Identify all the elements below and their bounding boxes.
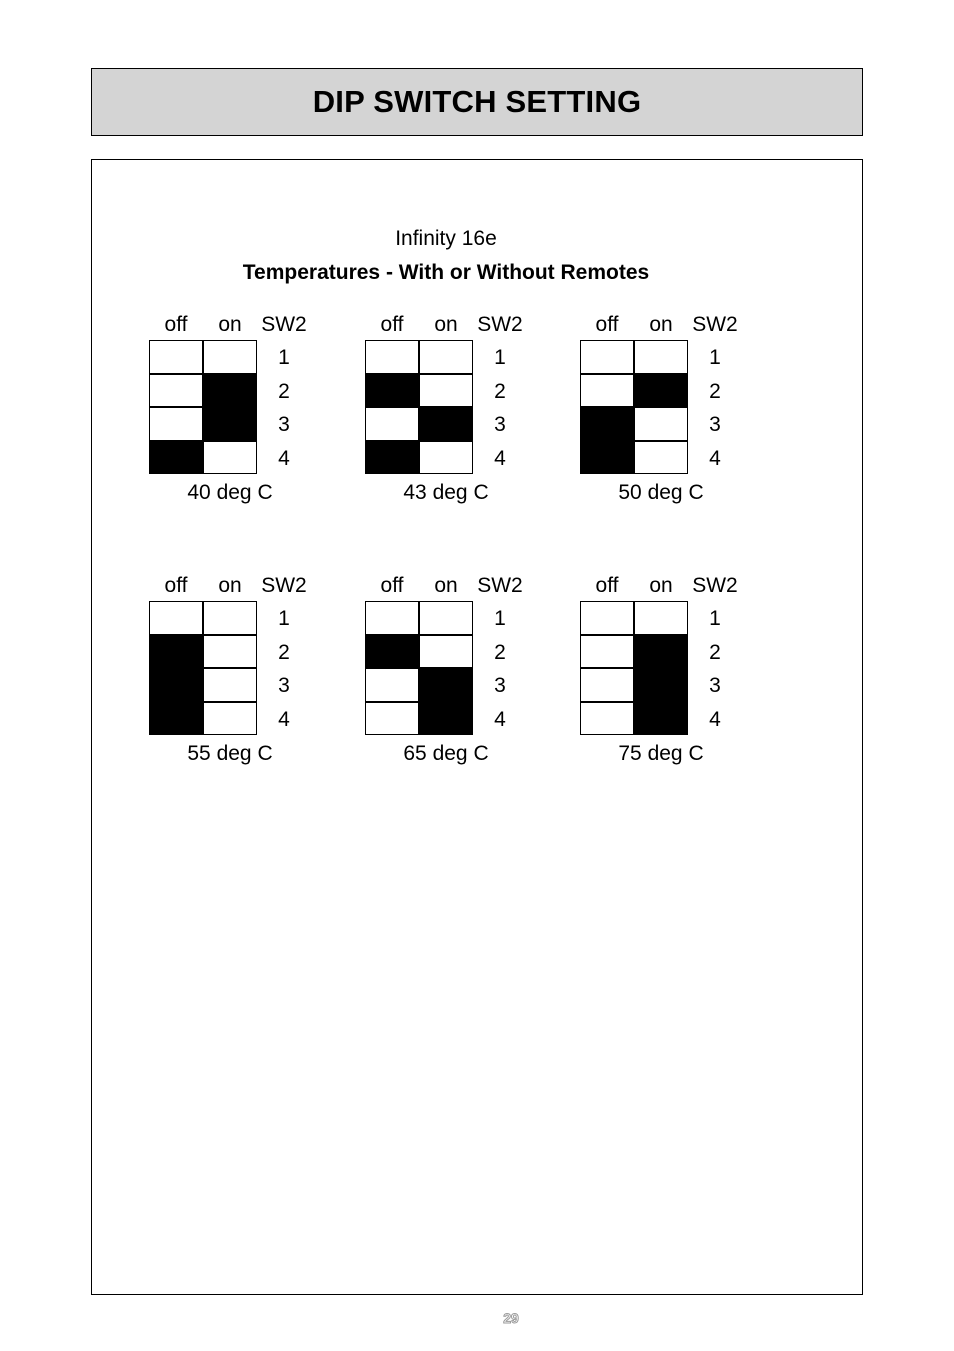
dip-switch-diagram: [365, 313, 555, 504]
column-label-on: on: [218, 313, 242, 336]
switch-grid: [365, 601, 506, 735]
off-cell-row-1: [580, 601, 634, 635]
header-box: [91, 68, 863, 136]
off-cell-row-4: [580, 702, 634, 736]
on-cell-row-3: [419, 407, 473, 441]
off-cell-row-2: [580, 635, 634, 669]
column-label-off: off: [595, 313, 619, 336]
column-label-on: on: [649, 313, 673, 336]
section-heading: Temperatures - With or Without Remotes: [242, 261, 650, 284]
on-cell-row-4: [203, 441, 257, 475]
off-cell-row-2: [365, 374, 419, 408]
on-cell-row-4: [634, 702, 688, 736]
off-cell-row-2: [149, 635, 203, 669]
on-cell-row-2: [203, 635, 257, 669]
dip-switch-diagram: [365, 574, 555, 765]
on-cell-row-2: [419, 635, 473, 669]
switch-number: 3: [494, 674, 506, 697]
off-cell-row-2: [580, 374, 634, 408]
column-label-switch: SW2: [692, 313, 738, 336]
on-cell-row-4: [203, 702, 257, 736]
switch-number: 1: [278, 607, 290, 630]
off-cell-row-1: [365, 601, 419, 635]
on-cell-row-1: [419, 601, 473, 635]
on-cell-row-2: [203, 374, 257, 408]
switch-number: 2: [709, 640, 721, 664]
on-cell-row-3: [203, 407, 257, 441]
off-cell-row-1: [365, 340, 419, 374]
off-cell-row-4: [149, 441, 203, 475]
page-title: DIP SWITCH SETTING: [312, 84, 642, 119]
column-label-on: on: [434, 574, 458, 597]
off-cell-row-3: [365, 668, 419, 702]
off-cell-row-3: [365, 407, 419, 441]
on-cell-row-1: [634, 340, 688, 374]
switch-number: 1: [494, 346, 506, 369]
on-cell-row-3: [634, 407, 688, 441]
switch-number: 4: [278, 446, 290, 470]
dip-switch-diagram: [580, 574, 770, 765]
switch-number: 3: [709, 413, 721, 436]
on-cell-row-2: [634, 635, 688, 669]
switch-number: 2: [494, 379, 506, 403]
on-cell-row-4: [634, 441, 688, 475]
switch-number: 4: [709, 707, 721, 731]
column-label-switch: SW2: [261, 574, 307, 597]
switch-number: 4: [709, 446, 721, 470]
switch-grid: [149, 601, 290, 735]
on-cell-row-1: [634, 601, 688, 635]
column-label-switch: SW2: [261, 313, 307, 336]
on-cell-row-1: [419, 340, 473, 374]
temperature-label: 50 deg C: [618, 481, 704, 504]
temperature-label: 55 deg C: [187, 742, 273, 765]
model-name: Infinity 16e: [395, 227, 497, 250]
off-cell-row-3: [149, 407, 203, 441]
on-cell-row-1: [203, 601, 257, 635]
off-cell-row-1: [149, 601, 203, 635]
column-label-on: on: [434, 313, 458, 336]
switch-number: 3: [278, 674, 290, 697]
switch-number: 4: [494, 446, 506, 470]
dip-switch-diagram: [149, 574, 339, 765]
temperature-label: 75 deg C: [618, 742, 704, 765]
switch-number: 3: [494, 413, 506, 436]
switch-number: 4: [494, 707, 506, 731]
switch-number: 1: [709, 346, 721, 369]
off-cell-row-4: [149, 702, 203, 736]
switch-grid: [149, 340, 290, 474]
column-label-off: off: [380, 574, 404, 597]
switch-grid: [580, 601, 721, 735]
column-label-on: on: [218, 574, 242, 597]
switch-grid: [580, 340, 721, 474]
switch-number: 2: [278, 640, 290, 664]
switch-number: 4: [278, 707, 290, 731]
page-number: 29: [503, 1310, 519, 1326]
switch-number: 3: [278, 413, 290, 436]
on-cell-row-2: [634, 374, 688, 408]
dip-switch-diagram: [149, 313, 339, 504]
switch-number: 1: [494, 607, 506, 630]
off-cell-row-3: [149, 668, 203, 702]
switch-grid: [365, 340, 506, 474]
switch-number: 1: [278, 346, 290, 369]
switch-number: 2: [278, 379, 290, 403]
on-cell-row-4: [419, 441, 473, 475]
column-label-switch: SW2: [477, 313, 523, 336]
column-label-switch: SW2: [477, 574, 523, 597]
column-label-switch: SW2: [692, 574, 738, 597]
on-cell-row-3: [203, 668, 257, 702]
on-cell-row-3: [634, 668, 688, 702]
off-cell-row-2: [365, 635, 419, 669]
temperature-label: 40 deg C: [187, 481, 273, 504]
on-cell-row-4: [419, 702, 473, 736]
switch-number: 2: [494, 640, 506, 664]
temperature-label: 65 deg C: [403, 742, 489, 765]
off-cell-row-3: [580, 407, 634, 441]
column-label-off: off: [164, 313, 188, 336]
off-cell-row-4: [365, 441, 419, 475]
switch-number: 3: [709, 674, 721, 697]
on-cell-row-3: [419, 668, 473, 702]
column-label-off: off: [164, 574, 188, 597]
off-cell-row-4: [365, 702, 419, 736]
temperature-label: 43 deg C: [403, 481, 489, 504]
dip-switch-diagram: [580, 313, 770, 504]
on-cell-row-1: [203, 340, 257, 374]
off-cell-row-3: [580, 668, 634, 702]
switch-number: 2: [709, 379, 721, 403]
off-cell-row-1: [580, 340, 634, 374]
off-cell-row-4: [580, 441, 634, 475]
column-label-on: on: [649, 574, 673, 597]
off-cell-row-2: [149, 374, 203, 408]
column-label-off: off: [595, 574, 619, 597]
on-cell-row-2: [419, 374, 473, 408]
off-cell-row-1: [149, 340, 203, 374]
switch-number: 1: [709, 607, 721, 630]
column-label-off: off: [380, 313, 404, 336]
